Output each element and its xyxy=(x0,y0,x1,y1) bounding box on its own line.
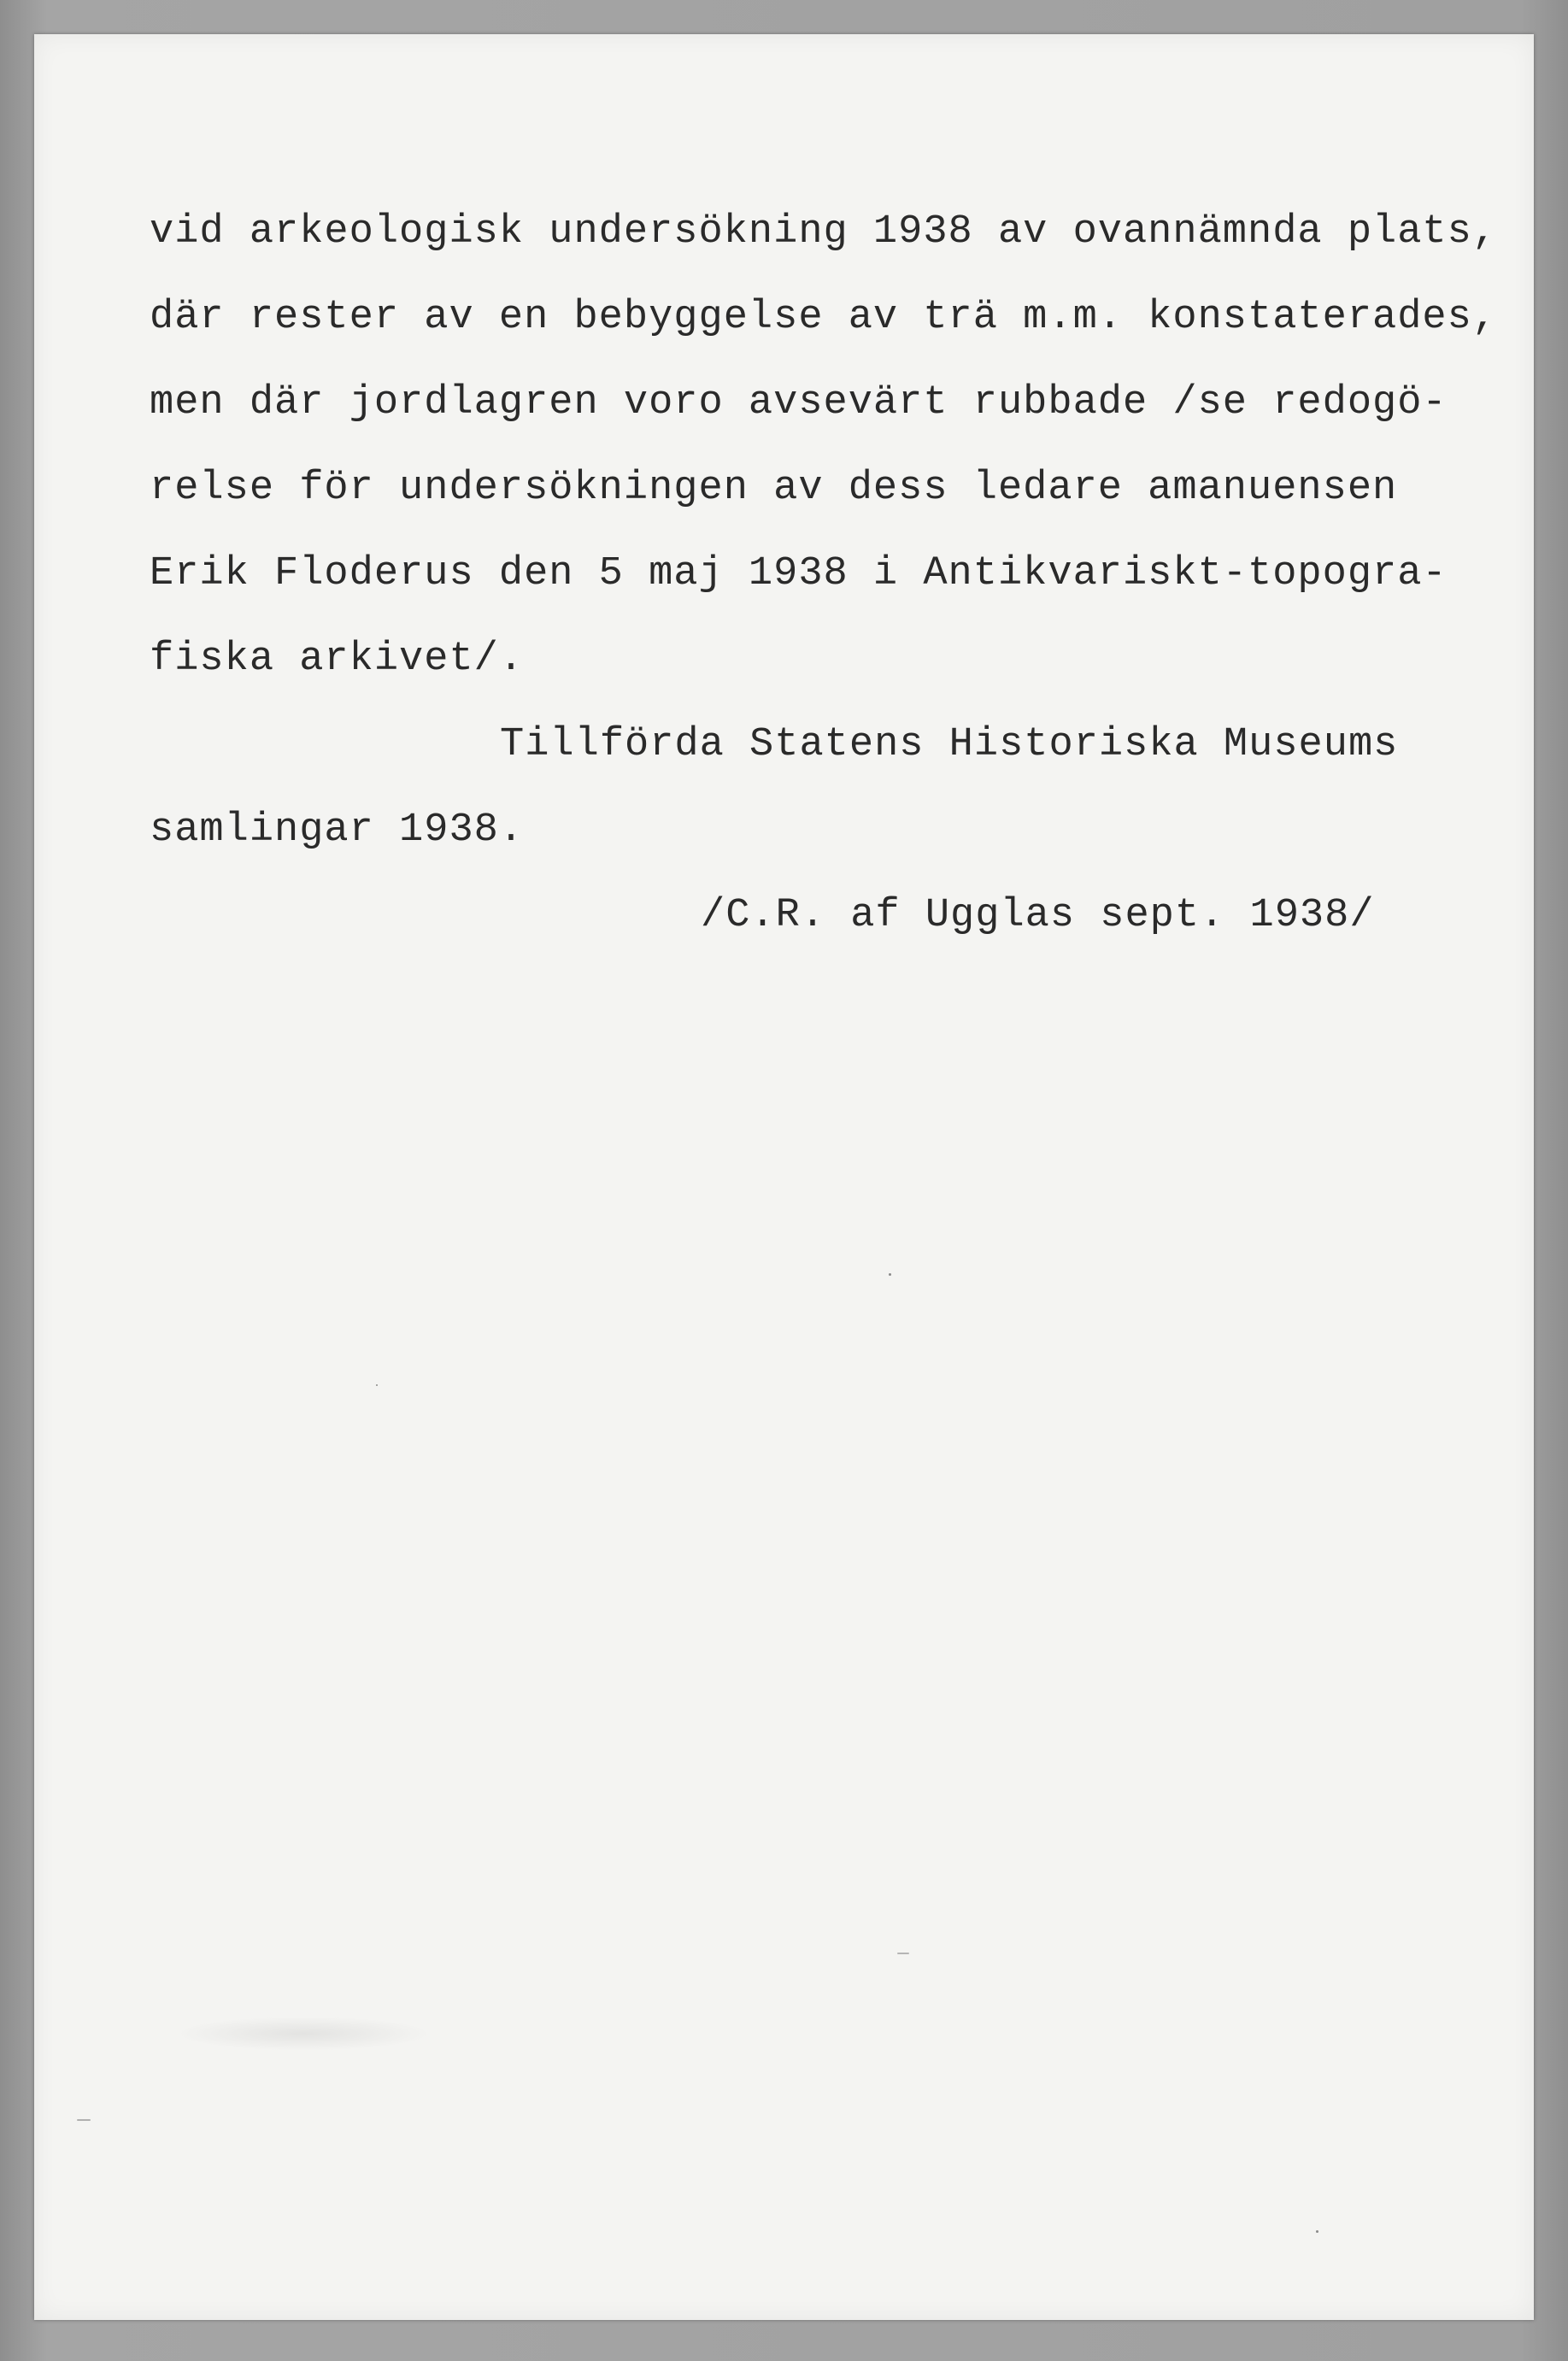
paper-speck xyxy=(376,1384,378,1386)
text-line-7: Tillförda Statens Historiska Museums xyxy=(500,722,1399,767)
paper-speck xyxy=(1316,2230,1318,2233)
faded-stamp-mark xyxy=(175,2017,432,2051)
archive-card xyxy=(34,34,1534,2320)
text-line-3: men där jordlagren voro avsevärt rubbade /se redogö- xyxy=(150,380,1448,426)
paper-speck xyxy=(77,2119,91,2121)
text-line-2: där rester av en bebyggelse av trä m.m. konstaterades, xyxy=(150,295,1498,340)
text-line-5: Erik Floderus den 5 maj 1938 i Antikvariskt-topogra- xyxy=(150,551,1448,596)
text-line-1: vid arkeologisk undersökning 1938 av ovannämnda plats, xyxy=(150,209,1498,255)
paper-speck xyxy=(897,1953,909,1954)
text-line-8: samlingar 1938. xyxy=(150,808,525,853)
signature-line: /C.R. af Ugglas sept. 1938/ xyxy=(701,893,1375,938)
paper-speck xyxy=(889,1273,891,1276)
text-line-6: fiska arkivet/. xyxy=(150,637,525,682)
text-line-4: relse för undersökningen av dess ledare amanuensen xyxy=(150,466,1398,511)
